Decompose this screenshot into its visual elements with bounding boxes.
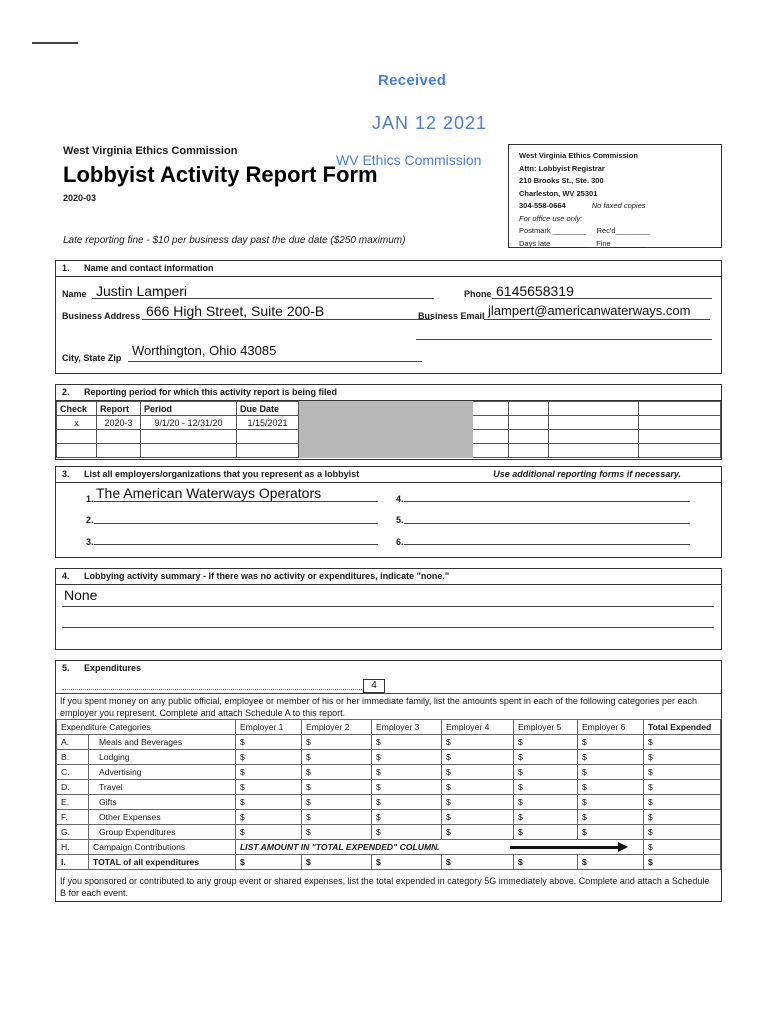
employer-underline — [94, 523, 378, 524]
section-number: 1. — [62, 263, 70, 273]
amount-cell[interactable]: $ — [371, 825, 441, 840]
row-label: Lodging — [89, 750, 236, 765]
total-row — [57, 855, 721, 870]
amount-cell[interactable]: $ — [577, 780, 643, 795]
days-late-row: Days late ________ Fine ________ — [519, 238, 647, 248]
divider — [56, 693, 721, 694]
section-number: 3. — [62, 469, 70, 479]
header-period: Period — [141, 402, 237, 416]
amount-cell[interactable]: $ — [441, 765, 513, 780]
form-title: Lobbyist Activity Report Form — [63, 162, 378, 187]
section-contact — [55, 260, 722, 374]
employer-underline — [94, 544, 378, 545]
address-phone-row — [519, 200, 711, 213]
campaign-row — [57, 840, 721, 855]
city-field[interactable]: Worthington, Ohio 43085 — [132, 343, 277, 358]
blank-cell — [639, 444, 721, 458]
amount-cell[interactable]: $ — [371, 735, 441, 750]
amount-cell[interactable]: $ — [441, 735, 513, 750]
amount-cell[interactable]: $ — [301, 765, 371, 780]
row-letter: F. — [57, 810, 89, 825]
section-header — [56, 261, 721, 277]
amount-cell[interactable]: $ — [577, 765, 643, 780]
spare-underline — [416, 339, 712, 340]
row-label: TOTAL of all expenditures — [89, 855, 236, 870]
section-number: 5. — [62, 663, 70, 673]
blank-cell — [57, 430, 97, 444]
blank-cell — [639, 402, 721, 416]
amount-cell[interactable]: $ — [301, 810, 371, 825]
expenditures-header-row — [57, 720, 721, 735]
row-letter: H. — [57, 840, 89, 855]
address-field[interactable]: 666 High Street, Suite 200-B — [146, 303, 325, 319]
amount-cell[interactable]: $ — [371, 810, 441, 825]
employer-underline — [404, 544, 690, 545]
col-employer-6: Employer 6 — [577, 720, 643, 735]
amount-cell[interactable]: $ — [235, 810, 301, 825]
blank-cell — [639, 416, 721, 430]
employer-label-4: 4. — [396, 494, 404, 504]
row-label: Group Expenditures — [89, 825, 236, 840]
amount-cell[interactable]: $ — [235, 795, 301, 810]
row-letter: D. — [57, 780, 89, 795]
expenditures-intro: If you spent money on any public official, employee or member of his or her immediate family, list the amounts spent in each of the following categories per each employer you represent. Complete and attach Schedule A to this report. — [60, 696, 697, 718]
amount-cell[interactable]: $ — [577, 825, 643, 840]
email-label: Business Email — [418, 311, 485, 321]
city-underline — [128, 361, 422, 362]
due-date-cell: 1/15/2021 — [237, 416, 299, 430]
name-label: Name — [62, 289, 87, 299]
phone-field[interactable]: 6145658319 — [496, 283, 574, 299]
expenditure-row — [57, 765, 721, 780]
fine-label: Fine — [596, 238, 611, 248]
header-due-date: Due Date — [237, 402, 299, 416]
section-title: Name and contact information — [84, 263, 214, 273]
amount-cell[interactable]: $ — [643, 765, 720, 780]
amount-cell[interactable]: $ — [577, 750, 643, 765]
additional-forms-note: Use additional reporting forms if necessary. — [493, 469, 681, 479]
blank-cell — [473, 416, 509, 430]
amount-cell[interactable]: $ — [301, 825, 371, 840]
blank-cell — [57, 444, 97, 458]
commission-stamp: WV Ethics Commission — [336, 152, 482, 168]
row-letter: E. — [57, 795, 89, 810]
expenditure-row — [57, 750, 721, 765]
row-label: Meals and Beverages — [89, 735, 236, 750]
address-line: Attn: Lobbyist Registrar — [519, 163, 605, 173]
amount-cell[interactable]: $ — [513, 750, 577, 765]
expenditure-rows — [57, 735, 721, 840]
section-reporting-period — [55, 384, 722, 460]
col-employer-1: Employer 1 — [235, 720, 301, 735]
expenditure-row — [57, 795, 721, 810]
received-date-stamp: JAN 12 2021 — [372, 113, 488, 133]
col-employer-5: Employer 5 — [513, 720, 577, 735]
amount-cell[interactable]: $ — [441, 810, 513, 825]
amount-cell[interactable]: $ — [441, 795, 513, 810]
section-header — [56, 661, 721, 677]
row-letter: B. — [57, 750, 89, 765]
amount-cell[interactable]: $ — [643, 825, 720, 840]
header-check: Check — [57, 402, 97, 416]
address-underline — [142, 319, 432, 320]
amount-cell[interactable]: $ — [513, 735, 577, 750]
city-label: City, State Zip — [62, 353, 122, 363]
employer-label-5: 5. — [396, 515, 404, 525]
box-number: 4 — [363, 679, 385, 693]
email-field[interactable]: jlampert@americanwaterways.com — [488, 303, 691, 318]
row-label: Campaign Contributions — [89, 840, 236, 855]
amount-cell[interactable]: $ — [235, 750, 301, 765]
form-id: 2020-03 — [63, 193, 97, 203]
amount-cell[interactable]: $ — [235, 765, 301, 780]
section-title: Reporting period for which this activity report is being filed — [84, 387, 338, 397]
amount-cell[interactable]: $ — [235, 735, 301, 750]
dotted-line — [62, 689, 362, 690]
expenditure-row — [57, 735, 721, 750]
blank-cell — [97, 430, 141, 444]
blank-cell — [97, 444, 141, 458]
amount-cell[interactable]: $ — [301, 780, 371, 795]
col-employer-2: Employer 2 — [301, 720, 371, 735]
recd-label: Rec'd — [596, 226, 616, 235]
row-letter: I. — [57, 855, 89, 870]
blank-cell — [509, 430, 549, 444]
employer-label-1: 1. — [86, 494, 94, 504]
col-employer-4: Employer 4 — [441, 720, 513, 735]
amount-cell[interactable]: $ — [235, 855, 301, 870]
phone-label: Phone — [464, 289, 492, 299]
amount-cell[interactable]: $ — [371, 765, 441, 780]
blank-cell — [473, 402, 509, 416]
row-label: Advertising — [89, 765, 236, 780]
address-line: West Virginia Ethics Commission — [519, 151, 638, 160]
blank-cell — [473, 430, 509, 444]
amount-cell[interactable]: $ — [371, 750, 441, 765]
org-name: West Virginia Ethics Commission — [63, 145, 238, 157]
section-header — [56, 385, 721, 401]
col-employer-3: Employer 3 — [371, 720, 441, 735]
no-fax-note: No faxed copies — [591, 201, 646, 210]
blank-cell — [509, 444, 549, 458]
section-title: List all employers/organizations that you represent as a lobbyist — [84, 469, 360, 479]
check-cell[interactable]: x — [57, 416, 97, 430]
postmark-row: Postmark ________ Rec'd________ — [519, 226, 649, 235]
office-use-label: For office use only: — [519, 213, 583, 223]
header-report: Report — [97, 402, 141, 416]
employer-underline — [404, 501, 690, 502]
expenditures-table — [56, 719, 721, 870]
amount-cell[interactable]: $ — [513, 810, 577, 825]
expenditures-footer: If you sponsored or contributed to any group event or shared expenses, list the total expended in category 5G immediately above. Complete and attach a Schedule B for each event. — [60, 876, 710, 898]
amount-cell[interactable]: $ — [643, 855, 720, 870]
amount-cell[interactable]: $ — [513, 795, 577, 810]
late-fine-note: Late reporting fine - $10 per business day past the due date ($250 maximum) — [63, 235, 406, 246]
expenditure-row — [57, 780, 721, 795]
blank-cell — [141, 430, 237, 444]
received-stamp: Received — [378, 72, 447, 89]
amount-cell[interactable]: $ — [235, 780, 301, 795]
address-phone: 304-558-0664 — [519, 201, 566, 210]
blank-cell — [639, 430, 721, 444]
blank-cell — [509, 402, 549, 416]
amount-cell[interactable]: $ — [577, 795, 643, 810]
amount-cell[interactable]: $ — [513, 855, 577, 870]
amount-cell[interactable]: $ — [513, 825, 577, 840]
address-label: Business Address — [62, 311, 141, 321]
address-box — [508, 144, 722, 248]
blank-cell — [473, 444, 509, 458]
section-employers — [55, 466, 722, 558]
expenditure-row — [57, 810, 721, 825]
amount-cell[interactable]: $ — [643, 750, 720, 765]
redacted-area — [299, 401, 473, 458]
section-title: Expenditures — [84, 663, 142, 673]
postmark-label: Postmark — [519, 226, 551, 235]
amount-cell[interactable]: $ — [441, 750, 513, 765]
blank-cell — [549, 430, 639, 444]
employer-field-1[interactable]: The American Waterways Operators — [96, 485, 322, 501]
expenditure-row — [57, 825, 721, 840]
blank-cell — [237, 430, 299, 444]
amount-cell[interactable]: $ — [301, 795, 371, 810]
amount-cell[interactable]: $ — [643, 840, 720, 855]
amount-cell[interactable]: $ — [577, 735, 643, 750]
address-line: Charleston, WV 25301 — [519, 188, 598, 198]
amount-cell[interactable]: $ — [577, 855, 643, 870]
section-header — [56, 467, 721, 483]
amount-cell[interactable]: $ — [441, 780, 513, 795]
amount-cell[interactable]: $ — [643, 735, 720, 750]
section-activity-summary — [55, 568, 722, 650]
blank-cell — [549, 444, 639, 458]
section-expenditures — [55, 660, 722, 902]
blank-cell — [237, 444, 299, 458]
col-categories: Expenditure Categories — [57, 720, 236, 735]
phone-underline — [492, 298, 712, 299]
campaign-note-text: LIST AMOUNT IN "TOTAL EXPENDED" COLUMN. — [239, 842, 440, 852]
blank-cell — [141, 444, 237, 458]
summary-underline — [62, 606, 714, 607]
arrow-icon — [510, 846, 620, 849]
section-title: Lobbying activity summary - If there was no activity or expenditures, indicate "none." — [84, 571, 450, 581]
period-cell: 9/1/20 - 12/31/20 — [141, 416, 237, 430]
col-total: Total Expended — [643, 720, 720, 735]
amount-cell[interactable]: $ — [301, 735, 371, 750]
row-label: Travel — [89, 780, 236, 795]
section-number: 4. — [62, 571, 70, 581]
section-number: 2. — [62, 387, 70, 397]
amount-cell[interactable]: $ — [371, 795, 441, 810]
address-line: 210 Brooks St., Ste. 300 — [519, 176, 604, 185]
row-letter: C. — [57, 765, 89, 780]
employer-label-6: 6. — [396, 537, 404, 547]
row-letter: G. — [57, 825, 89, 840]
blank-cell — [549, 416, 639, 430]
amount-cell[interactable]: $ — [235, 825, 301, 840]
amount-cell[interactable]: $ — [643, 810, 720, 825]
blank-cell — [509, 416, 549, 430]
corner-mark — [32, 42, 78, 44]
amount-cell[interactable]: $ — [643, 795, 720, 810]
amount-cell[interactable]: $ — [371, 855, 441, 870]
days-late-label: Days late — [519, 238, 551, 248]
row-letter: A. — [57, 735, 89, 750]
row-label: Other Expenses — [89, 810, 236, 825]
amount-cell[interactable]: $ — [643, 780, 720, 795]
amount-cell[interactable]: $ — [301, 750, 371, 765]
name-underline — [92, 298, 434, 299]
amount-cell[interactable]: $ — [301, 855, 371, 870]
employer-label-3: 3. — [86, 537, 94, 547]
report-cell: 2020-3 — [97, 416, 141, 430]
activity-summary-field[interactable]: None — [64, 587, 98, 603]
amount-cell[interactable]: $ — [577, 810, 643, 825]
email-underline — [484, 319, 710, 320]
campaign-note — [235, 840, 643, 855]
amount-cell[interactable]: $ — [513, 765, 577, 780]
amount-cell[interactable]: $ — [513, 780, 577, 795]
amount-cell[interactable]: $ — [441, 825, 513, 840]
row-label: Gifts — [89, 795, 236, 810]
name-field[interactable]: Justin Lamperi — [96, 283, 188, 299]
section-header — [56, 569, 721, 585]
blank-cell — [549, 402, 639, 416]
employer-underline — [94, 501, 378, 502]
amount-cell[interactable]: $ — [371, 780, 441, 795]
employer-label-2: 2. — [86, 515, 94, 525]
summary-underline — [62, 627, 714, 628]
amount-cell[interactable]: $ — [441, 855, 513, 870]
employer-underline — [404, 523, 690, 524]
